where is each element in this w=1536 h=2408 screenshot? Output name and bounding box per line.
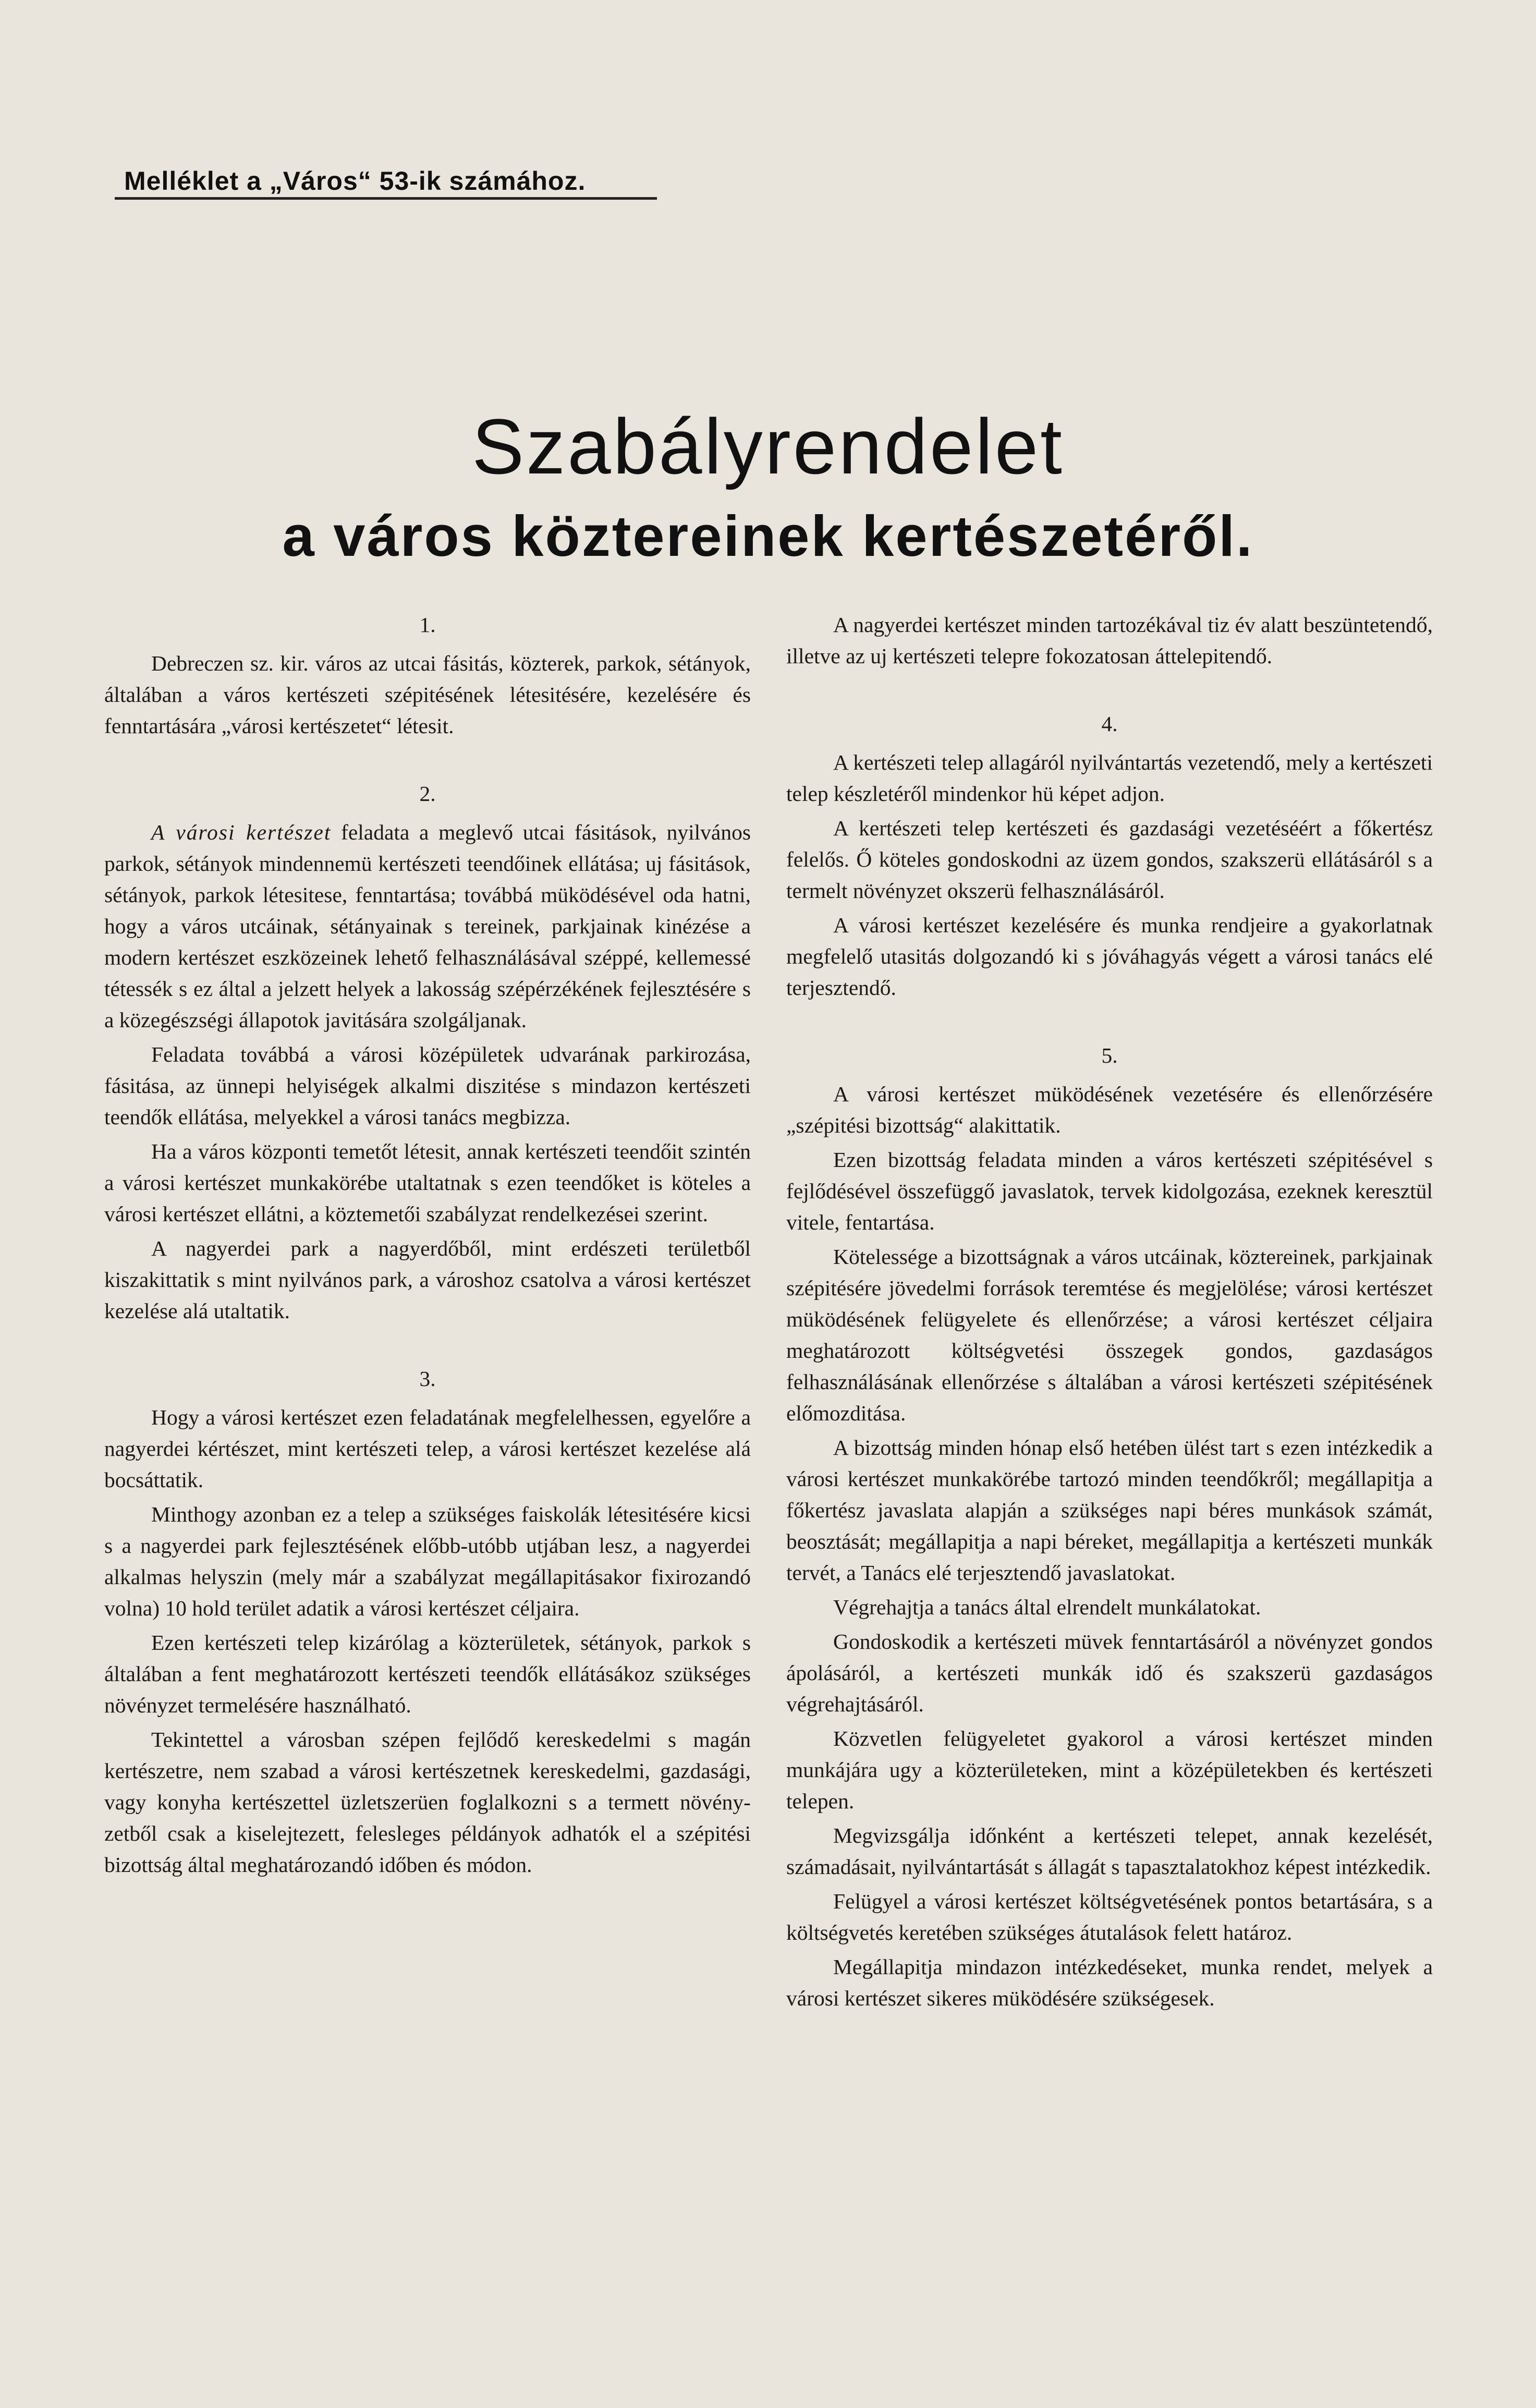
paragraph: A nagyerdei park a nagyerdőből, mint erdészeti területből kiszakittatik s mint nyilvános park, a városhoz csatolva a városi kertészet kezelése alá utaltatik.: [104, 1236, 751, 1323]
paragraph: Hogy a városi kertészet ezen feladatának megfelelhessen, egyelőre a nagyerdei kértészet, mint kertészeti telep, a városi kertészet kezelése alá bocsáttatik.: [104, 1405, 751, 1492]
paragraph: Kötelessége a bizottságnak a város utcáinak, köztereinek, parkjainak szépitésére jövedelmi források teremtése és megjelölése; városi kertészet müködésének felügyelete és ellenőrzése; a városi kertészet céljaira meghatározott költségvetési összegek gondos, gazdaságos felhasználásának ellenőrzése s általában a városi kertészeti szépitésének előmozditása.: [786, 1245, 1433, 1425]
paragraph: Megállapitja mindazon intézkedéseket, munka rendet, melyek a városi kertészet sikeres müködésére szükségesek.: [786, 1955, 1433, 2010]
section-1: [104, 609, 751, 741]
section-number: 4.: [1101, 712, 1118, 736]
document-subtitle: a város köztereinek kertészetéről.: [282, 504, 1254, 568]
paragraph: Közvetlen felügyeletet gyakorol a városi kertészet minden munkájára ugy a közterületeken, mint a középületekben és kertészeti telepen.: [786, 1726, 1433, 1813]
paragraph: Gondoskodik a kertészeti müvek fenntartásáról a növényzet gondos ápolásáról, a kertészeti munkák idő és szakszerü gazdaságos végrehajtásáról.: [786, 1629, 1433, 1716]
paragraph: Ezen kertészeti telep kizárólag a közterületek, sétányok, parkok s általában a fent meghatározott kertészeti teendők ellátásákoz szükséges növényzet termelésére használható.: [104, 1631, 751, 1717]
section-2: [104, 778, 751, 1327]
paragraph: Minthogy azonban ez a telep a szükséges faiskolák létesitésére kicsi s a nagyerdei park fejlesztésének előbb-utóbb utjában lesz, a nagyerdei alkalmas helyszin (mely már a szabályzat megállapitásakor fixirozandó volna) 10 hold terület adatik a városi kertészet céljaira.: [104, 1502, 751, 1620]
paragraph-text: feladata a meglevő utcai fásitások, nyilvános parkok, sétányok mindennemü kertészeti teendőinek ellátása; uj fásitások, sétányok, parkok létesitese, fenntartása; továbbá müködésével oda hatni, hogy a város utcáinak, sétányainak s tereinek, parkjainak kinézése a modern kertészet eszközeinek lehető felhasználásával széppé, kellemessé tétessék s ez által a jelzett helyek a lakosság szépérzékének fejlesztésére s a közegészségi állapotok javitására szolgáljanak.: [104, 820, 751, 1032]
paragraph: Debreczen sz. kir. város az utcai fásitás, közterek, parkok, sétányok, általában a város kertészeti szépitésének létesitésére, kezelésére és fenntartására „városi kertészetet“ létesit.: [104, 651, 751, 738]
section-number: 3.: [419, 1367, 436, 1391]
paragraph: Ha a város központi temetőt létesit, annak kertészeti teendőit szintén a városi kertészet munkakörébe utaltatnak s ezen teendőket is köteles a városi kertészet ellátni, a köztemetői szabályzat rendelkezései szerint.: [104, 1139, 751, 1226]
section-number: 5.: [1101, 1043, 1118, 1067]
paragraph: A nagyerdei kertészet minden tartozékával tiz év alatt beszüntetendő, illetve az uj kertészeti telepre fokozatosan áttelepitendő.: [786, 613, 1433, 668]
paragraph: A kertészeti telep kertészeti és gazdasági vezetéséért a főkertész felelős. Ő köteles gondoskodni az üzem gondos, szakszerü ellátásáról s a termelt növényzet okszerü felhasználásáról.: [786, 816, 1433, 903]
section-4: [786, 708, 1433, 1003]
section-number: 2.: [419, 782, 436, 806]
header-rule: [115, 197, 657, 200]
term-city-gardening: A városi kertészet: [151, 820, 332, 844]
paragraph: Felügyel a városi kertészet költségvetésének pontos betartására, s a költségvetés keretében szükséges átutalások felett határoz.: [786, 1889, 1433, 1944]
paragraph: Ezen bizottság feladata minden a város kertészeti szépitésével s fejlődésével összefüggő javaslatok, tervek kidolgozása, ezeknek keresztül vitele, fentartása.: [786, 1148, 1433, 1234]
section-3: [104, 1363, 751, 1880]
right-column: [786, 609, 1433, 2050]
paragraph: A városi kertészet kezelésére és munka rendjeire a gyakorlatnak megfelelő utasitás dolgozandó ki s jóváhagyás végett a városi tanács elé terjesztendő.: [786, 913, 1433, 1000]
left-column: [104, 609, 751, 1917]
document-title: Szabályrendelet: [472, 403, 1064, 490]
section-3-continued: [786, 609, 1433, 672]
paragraph: Megvizsgálja időnként a kertészeti telepet, annak kezelését, számadásait, nyilvántartását s állagát s tapasztalatokhoz képest intézkedik.: [786, 1823, 1433, 1879]
section-number: 1.: [419, 613, 436, 637]
section-5: [786, 1040, 1433, 2014]
supplement-header: Melléklet a „Város“ 53-ik számához.: [124, 166, 586, 196]
paragraph: Tekintettel a városban szépen fejlődő kereskedelmi s magán kertészetre, nem szabad a városi kertészetnek kereskedelmi, gazdasági, vagy konyha kertészettel üzletszerüen foglalkozni s a termett növényzetből csak a kiselejtezett, felesleges példányok adhatók el a szépitési bizottság által meghatározandó időben és módon.: [104, 1728, 751, 1877]
paragraph: A kertészeti telep allagáról nyilvántartás vezetendő, mely a kertészeti telep készletéről mindenkor hü képet adjon.: [786, 750, 1433, 806]
paragraph: [104, 817, 751, 1036]
paragraph: Feladata továbbá a városi középületek udvarának parkirozása, fásitása, az ünnepi helyiségek alkalmi diszitése s mindazon kertészeti teendők ellátása, melyekkel a városi tanács megbizza.: [104, 1042, 751, 1129]
paragraph: Végrehajtja a tanács által elrendelt munkálatokat.: [833, 1595, 1261, 1619]
paragraph: A bizottság minden hónap első hetében ülést tart s ezen intézkedik a városi kertészet munkakörébe tartozó minden teendőkről; megállapitja a főkertész javaslata alapján a szükséges napi béres munkások számát, beosztását; megállapitja a napi béreket, megállapitja a kertészeti munkák tervét, a Tanács elé terjesztendő javaslatokat.: [786, 1436, 1433, 1585]
paragraph: A városi kertészet müködésének vezetésére és ellenőrzésére „szépitési bizottság“ alakittatik.: [786, 1082, 1433, 1137]
